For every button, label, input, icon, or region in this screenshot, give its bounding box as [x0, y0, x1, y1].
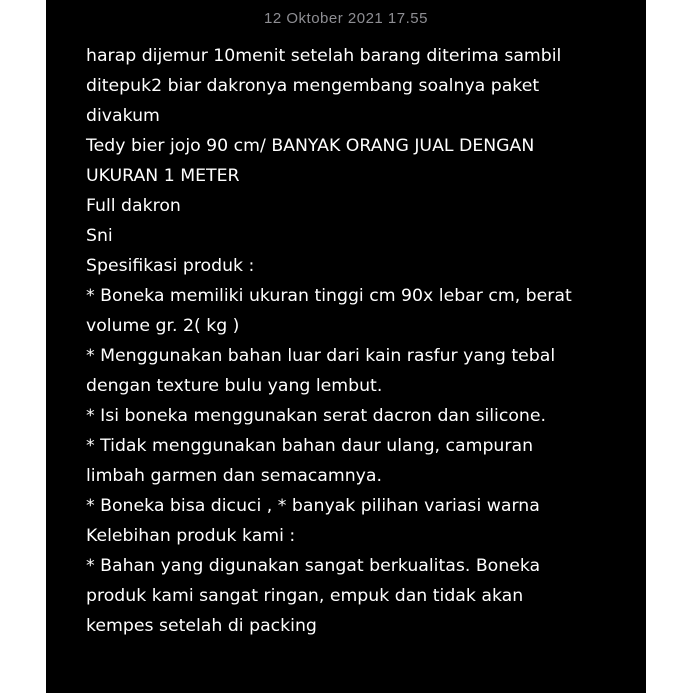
note-line: Tedy bier jojo 90 cm/ BANYAK ORANG JUAL DENGAN: [86, 136, 535, 156]
note-line: produk kami sangat ringan, empuk dan tidak akan: [86, 586, 524, 606]
note-line: ditepuk2 biar dakronya mengembang soalnya paket: [86, 76, 540, 96]
note-line: UKURAN 1 METER: [86, 166, 240, 186]
note-line: Sni: [86, 226, 113, 246]
note-panel: [46, 0, 646, 693]
note-line: dengan texture bulu yang lembut.: [86, 376, 383, 396]
note-line: * Tidak menggunakan bahan daur ulang, campuran: [86, 436, 534, 456]
note-line: harap dijemur 10menit setelah barang diterima sambil: [86, 46, 562, 66]
note-line: * Menggunakan bahan luar dari kain rasfur yang tebal: [86, 346, 556, 366]
note-line: * Boneka memiliki ukuran tinggi cm 90x lebar cm, berat: [86, 286, 572, 306]
note-line: limbah garmen dan semacamnya.: [86, 466, 382, 486]
note-line: Spesifikasi produk :: [86, 256, 255, 276]
note-line: divakum: [86, 106, 160, 126]
note-line: Full dakron: [86, 196, 181, 216]
note-line: kempes setelah di packing: [86, 616, 317, 636]
note-line: Kelebihan produk kami :: [86, 526, 296, 546]
note-body[interactable]: [86, 41, 634, 641]
note-line: volume gr. 2( kg ): [86, 316, 240, 336]
note-timestamp: 12 Oktober 2021 17.55: [264, 10, 428, 27]
note-line: * Bahan yang digunakan sangat berkualitas. Boneka: [86, 556, 541, 576]
note-line: * Isi boneka menggunakan serat dacron dan silicone.: [86, 406, 547, 426]
note-line: * Boneka bisa dicuci , * banyak pilihan variasi warna: [86, 496, 540, 516]
